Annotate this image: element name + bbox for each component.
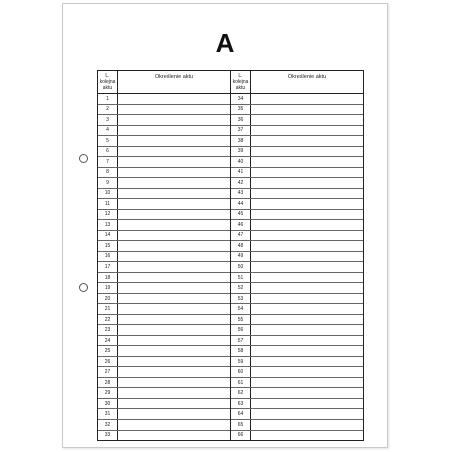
description-cell[interactable] [251, 147, 363, 157]
description-cell[interactable] [118, 262, 230, 272]
table-row [231, 262, 363, 273]
row-number: 40 [231, 157, 251, 167]
row-number: 5 [98, 136, 118, 146]
row-number: 13 [98, 220, 118, 230]
description-cell[interactable] [251, 168, 363, 178]
table-row [98, 357, 230, 368]
description-column-header: Określenie aktu [287, 74, 327, 80]
row-number: 35 [231, 105, 251, 115]
description-cell[interactable] [118, 294, 230, 304]
table-row [98, 294, 230, 305]
row-number: 36 [231, 115, 251, 125]
table-row [98, 147, 230, 158]
table-row [98, 210, 230, 221]
row-number: 19 [98, 283, 118, 293]
description-cell[interactable] [118, 231, 230, 241]
description-cell[interactable] [251, 325, 363, 335]
row-number: 62 [231, 388, 251, 398]
table-row [98, 336, 230, 347]
description-cell[interactable] [251, 420, 363, 430]
description-cell[interactable] [118, 367, 230, 377]
description-cell[interactable] [251, 210, 363, 220]
description-cell[interactable] [118, 157, 230, 167]
description-cell[interactable] [118, 241, 230, 251]
description-cell[interactable] [251, 231, 363, 241]
description-cell[interactable] [118, 189, 230, 199]
table-row [231, 189, 363, 200]
table-row [231, 199, 363, 210]
row-number: 65 [231, 420, 251, 430]
description-cell[interactable] [251, 157, 363, 167]
table-row [231, 336, 363, 347]
row-number: 24 [98, 336, 118, 346]
row-number: 12 [98, 210, 118, 220]
description-cell[interactable] [251, 115, 363, 125]
description-cell[interactable] [251, 367, 363, 377]
description-cell[interactable] [251, 388, 363, 398]
table-row [98, 273, 230, 284]
description-cell[interactable] [118, 304, 230, 314]
row-number: 8 [98, 168, 118, 178]
table-row [98, 178, 230, 189]
table-row [231, 115, 363, 126]
description-cell[interactable] [118, 409, 230, 419]
row-number: 55 [231, 315, 251, 325]
row-number: 34 [231, 94, 251, 104]
row-number: 18 [98, 273, 118, 283]
description-cell[interactable] [118, 399, 230, 409]
row-number: 1 [98, 94, 118, 104]
description-cell[interactable] [251, 315, 363, 325]
table-row [231, 273, 363, 284]
table-row [231, 252, 363, 263]
table-row [98, 367, 230, 378]
description-cell[interactable] [251, 252, 363, 262]
row-number: 26 [98, 357, 118, 367]
row-number: 28 [98, 378, 118, 388]
table-row [98, 136, 230, 147]
row-number: 39 [231, 147, 251, 157]
description-cell[interactable] [118, 336, 230, 346]
table-row [231, 315, 363, 326]
row-number: 4 [98, 126, 118, 136]
description-cell[interactable] [251, 105, 363, 115]
table-row [98, 262, 230, 273]
number-column-header [231, 71, 251, 93]
table-row [98, 168, 230, 179]
description-cell[interactable] [118, 178, 230, 188]
row-number: 29 [98, 388, 118, 398]
row-number: 31 [98, 409, 118, 419]
table-row [98, 399, 230, 410]
description-cell[interactable] [118, 168, 230, 178]
row-number: 25 [98, 346, 118, 356]
row-number: 50 [231, 262, 251, 272]
description-cell[interactable] [251, 262, 363, 272]
row-number: 61 [231, 378, 251, 388]
table-row [231, 325, 363, 336]
row-number: 58 [231, 346, 251, 356]
table-row [231, 378, 363, 389]
index-letter: A [215, 28, 235, 58]
description-cell[interactable] [251, 283, 363, 293]
table-row [98, 231, 230, 242]
description-cell[interactable] [118, 388, 230, 398]
description-cell[interactable] [118, 252, 230, 262]
table-row [98, 105, 230, 116]
table-row [231, 367, 363, 378]
description-cell[interactable] [251, 189, 363, 199]
description-cell[interactable] [118, 210, 230, 220]
number-header-line: aktu [102, 85, 113, 91]
description-cell[interactable] [118, 315, 230, 325]
row-number: 49 [231, 252, 251, 262]
table-row [231, 94, 363, 105]
row-number: 20 [98, 294, 118, 304]
description-cell[interactable] [251, 199, 363, 209]
table-row [98, 115, 230, 126]
row-number: 52 [231, 283, 251, 293]
table-row [98, 346, 230, 357]
row-number: 41 [231, 168, 251, 178]
row-number: 2 [98, 105, 118, 115]
row-number: 66 [231, 431, 251, 441]
description-column-header: Określenie aktu [154, 74, 194, 80]
description-cell[interactable] [251, 346, 363, 356]
table-row [231, 147, 363, 158]
description-cell[interactable] [118, 115, 230, 125]
row-number: 38 [231, 136, 251, 146]
row-number: 56 [231, 325, 251, 335]
description-cell[interactable] [251, 178, 363, 188]
description-cell[interactable] [251, 336, 363, 346]
number-header-line: kolejna [232, 79, 249, 85]
row-number: 15 [98, 241, 118, 251]
row-number: 23 [98, 325, 118, 335]
table-row [231, 105, 363, 116]
row-number: 45 [231, 210, 251, 220]
table-row [98, 325, 230, 336]
row-number: 46 [231, 220, 251, 230]
acts-register-table [97, 70, 364, 441]
description-cell[interactable] [118, 220, 230, 230]
description-cell[interactable] [251, 220, 363, 230]
table-row [98, 388, 230, 399]
row-number: 32 [98, 420, 118, 430]
description-cell[interactable] [251, 399, 363, 409]
table-row [98, 199, 230, 210]
description-cell[interactable] [251, 431, 363, 441]
table-row [231, 420, 363, 431]
table-row [231, 294, 363, 305]
description-cell[interactable] [251, 136, 363, 146]
row-number: 6 [98, 147, 118, 157]
table-header [231, 71, 363, 94]
row-number: 59 [231, 357, 251, 367]
register-sheet [62, 3, 388, 448]
table-row [98, 94, 230, 105]
table-row [98, 409, 230, 420]
table-row [98, 283, 230, 294]
row-number: 16 [98, 252, 118, 262]
row-number: 57 [231, 336, 251, 346]
row-number: 37 [231, 126, 251, 136]
table-row [98, 126, 230, 137]
description-cell[interactable] [251, 409, 363, 419]
row-number: 47 [231, 231, 251, 241]
row-number: 53 [231, 294, 251, 304]
punch-hole [79, 154, 88, 163]
description-cell[interactable] [118, 147, 230, 157]
table-row [231, 399, 363, 410]
row-number: 7 [98, 157, 118, 167]
description-cell[interactable] [251, 273, 363, 283]
description-cell[interactable] [251, 294, 363, 304]
description-cell[interactable] [251, 241, 363, 251]
row-number: 44 [231, 199, 251, 209]
row-number: 48 [231, 241, 251, 251]
table-row [231, 168, 363, 179]
row-number: 43 [231, 189, 251, 199]
row-number: 3 [98, 115, 118, 125]
description-cell[interactable] [251, 304, 363, 314]
table-row [98, 220, 230, 231]
row-number: 10 [98, 189, 118, 199]
description-cell[interactable] [118, 431, 230, 441]
table-row [98, 189, 230, 200]
table-header [98, 71, 230, 94]
right-column [230, 71, 363, 440]
description-cell[interactable] [118, 283, 230, 293]
table-row [98, 420, 230, 431]
row-number: 9 [98, 178, 118, 188]
description-cell[interactable] [251, 357, 363, 367]
right-rows [231, 94, 363, 440]
row-number: 27 [98, 367, 118, 377]
table-row [231, 388, 363, 399]
description-cell[interactable] [118, 136, 230, 146]
left-rows [98, 94, 230, 440]
table-row [231, 357, 363, 368]
row-number: 63 [231, 399, 251, 409]
punch-hole [79, 283, 88, 292]
row-number: 14 [98, 231, 118, 241]
description-cell[interactable] [118, 346, 230, 356]
description-cell[interactable] [118, 273, 230, 283]
description-cell[interactable] [118, 94, 230, 104]
table-row [231, 304, 363, 315]
table-row [231, 210, 363, 221]
row-number: 30 [98, 399, 118, 409]
number-header-line: kolejna [99, 79, 116, 85]
table-row [98, 304, 230, 315]
description-cell[interactable] [118, 378, 230, 388]
number-column-header [98, 71, 118, 93]
row-number: 22 [98, 315, 118, 325]
row-number: 42 [231, 178, 251, 188]
description-cell[interactable] [251, 378, 363, 388]
number-header-line: L. [105, 73, 110, 79]
table-row [231, 220, 363, 231]
description-cell[interactable] [118, 105, 230, 115]
description-cell[interactable] [118, 199, 230, 209]
row-number: 54 [231, 304, 251, 314]
table-row [231, 136, 363, 147]
row-number: 60 [231, 367, 251, 377]
description-cell[interactable] [118, 357, 230, 367]
table-row [98, 241, 230, 252]
table-row [98, 157, 230, 168]
description-cell[interactable] [118, 420, 230, 430]
row-number: 33 [98, 431, 118, 441]
table-row [231, 409, 363, 420]
row-number: 17 [98, 262, 118, 272]
number-header-line: aktu [235, 85, 246, 91]
table-row [98, 252, 230, 263]
table-row [231, 346, 363, 357]
row-number: 64 [231, 409, 251, 419]
row-number: 11 [98, 199, 118, 209]
row-number: 51 [231, 273, 251, 283]
description-cell[interactable] [251, 126, 363, 136]
table-row [231, 283, 363, 294]
left-column [98, 71, 230, 440]
description-cell[interactable] [251, 94, 363, 104]
table-row [98, 378, 230, 389]
number-header-line: L. [238, 73, 243, 79]
table-row [98, 431, 230, 441]
table-row [231, 157, 363, 168]
table-row [231, 126, 363, 137]
table-row [231, 431, 363, 441]
row-number: 21 [98, 304, 118, 314]
table-row [98, 315, 230, 326]
description-cell[interactable] [118, 126, 230, 136]
table-row [231, 178, 363, 189]
table-row [231, 231, 363, 242]
table-row [231, 241, 363, 252]
description-cell[interactable] [118, 325, 230, 335]
